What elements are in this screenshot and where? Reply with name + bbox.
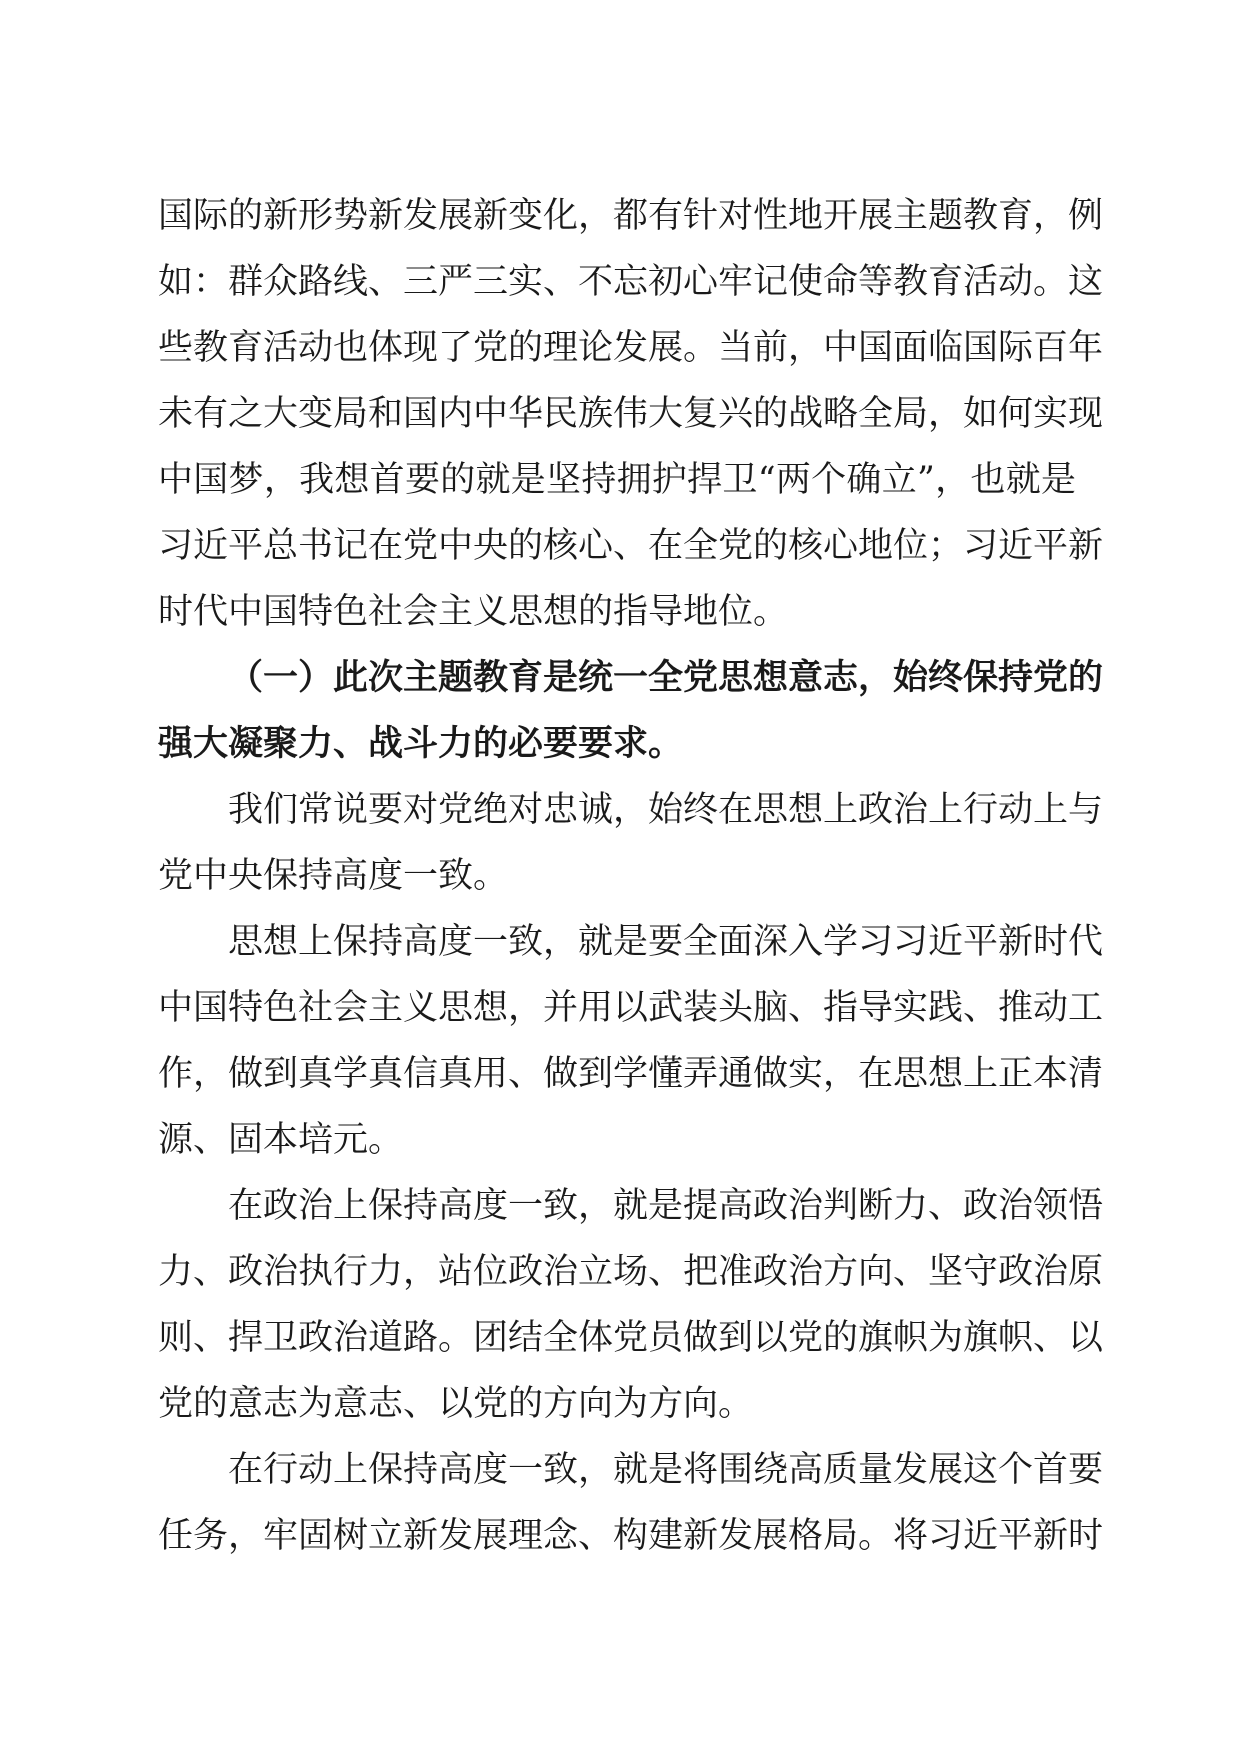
text-line: 中国梦，我想首要的就是坚持拥护捍卫“两个确立”，也就是 [158,460,1076,500]
paragraph-4 [158,909,1104,1173]
heading-line: 强大凝聚力、战斗力的必要要求。 [158,723,684,764]
text-line: 在行动上保持高度一致，就是将围绕高质量发展这个首要 [228,1450,1104,1490]
text-line: 则、捍卫政治道路。团结全体党员做到以党的旗帜为旗帜、以 [158,1318,1104,1358]
text-line: 作，做到真学真信真用、做到学懂弄通做实，在思想上正本清 [158,1054,1104,1094]
text-line: 中国特色社会主义思想，并用以武装头脑、指导实践、推动工 [158,988,1104,1028]
text-line: 未有之大变局和国内中华民族伟大复兴的战略全局，如何实现 [158,394,1104,434]
text-line: 习近平总书记在党中央的核心、在全党的核心地位；习近平新 [158,526,1104,566]
text-line: 些教育活动也体现了党的理论发展。当前，中国面临国际百年 [158,328,1104,368]
text-line: 如：群众路线、三严三实、不忘初心牢记使命等教育活动。这 [158,262,1104,302]
paragraph-1 [158,183,1104,645]
text-line: 在政治上保持高度一致，就是提高政治判断力、政治领悟 [228,1186,1104,1226]
text-line: 任务，牢固树立新发展理念、构建新发展格局。将习近平新时 [158,1516,1104,1556]
text-line: 国际的新形势新发展新变化，都有针对性地开展主题教育，例 [158,196,1104,236]
text-line: 时代中国特色社会主义思想的指导地位。 [158,592,789,632]
paragraph-5 [158,1173,1104,1437]
paragraph-3 [158,777,1104,909]
text-line: 思想上保持高度一致，就是要全面深入学习习近平新时代 [228,922,1104,962]
section-heading [158,645,1104,777]
paragraph-6 [158,1437,1104,1569]
text-line: 力、政治执行力，站位政治立场、把准政治方向、坚守政治原 [158,1252,1104,1292]
heading-line: （一）此次主题教育是统一全党思想意志，始终保持党的 [228,657,1104,698]
text-line: 党的意志为意志、以党的方向为方向。 [158,1384,754,1424]
text-line: 我们常说要对党绝对忠诚，始终在思想上政治上行动上与 [228,790,1104,830]
text-line: 源、固本培元。 [158,1120,404,1160]
text-line: 党中央保持高度一致。 [158,856,509,896]
document-body [158,183,1104,1569]
